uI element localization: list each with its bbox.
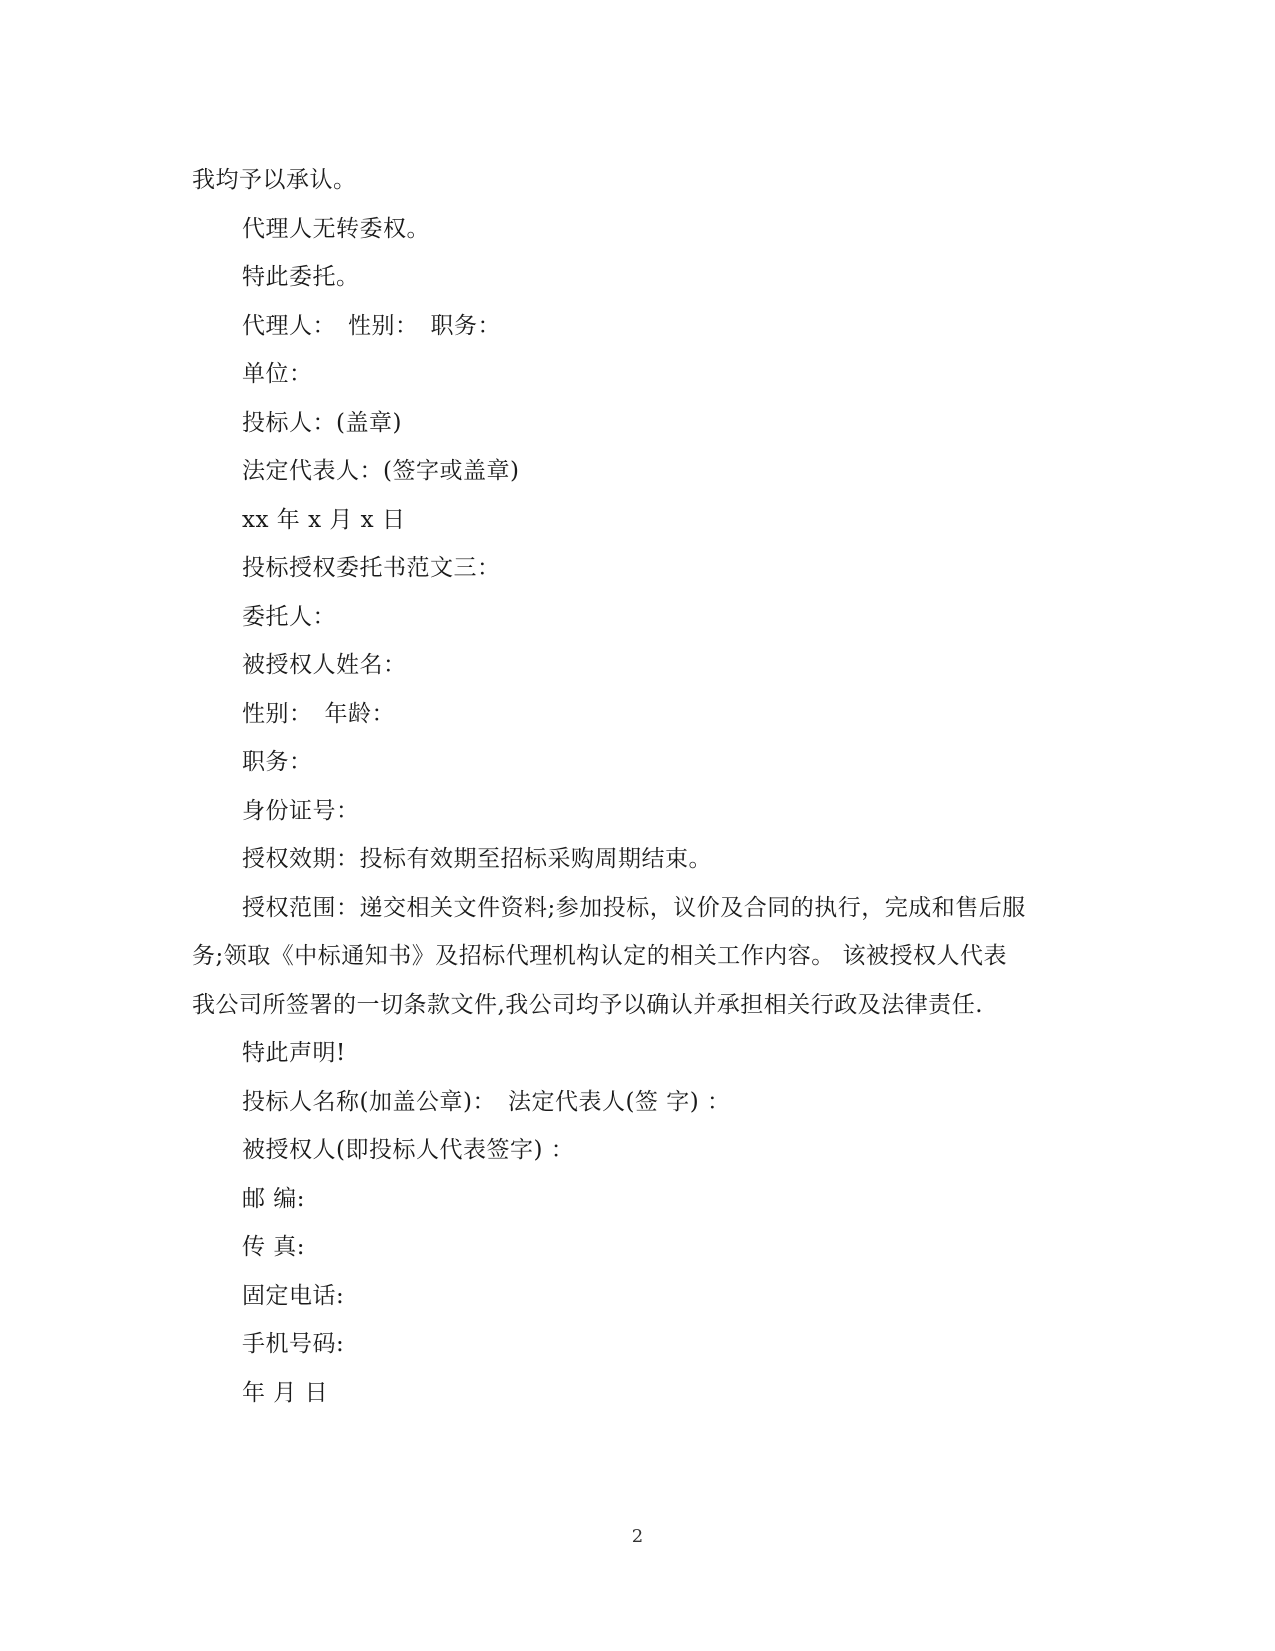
paragraph-line: 我公司所签署的一切条款文件,我公司均予以确认并承担相关行政及法律责任. xyxy=(192,991,984,1018)
text-line: 被授权人(即投标人代表签字) ： xyxy=(242,1137,575,1163)
section-heading: 投标授权委托书范文三： xyxy=(242,555,501,581)
paragraph-line: 务;领取《中标通知书》及招标代理机构认定的相关工作内容。 该被授权人代表 xyxy=(192,943,1008,969)
text-line: 传 真: xyxy=(242,1234,306,1260)
text-line: 我均予以承认。 xyxy=(192,167,357,193)
text-line: 性别： 年龄： xyxy=(242,700,395,727)
paragraph-line: 授权范围：递交相关文件资料;参加投标，议价及合同的执行，完成和售后服 xyxy=(242,894,1026,921)
text-line: 委托人： xyxy=(242,603,336,630)
text-line: 手机号码: xyxy=(242,1331,345,1357)
text-line: 被授权人姓名： xyxy=(242,652,407,678)
text-line: 投标人名称(加盖公章)： 法定代表人(签 字) ： xyxy=(242,1088,731,1115)
text-line: 代理人无转委权。 xyxy=(242,215,430,242)
text-line: 投标人：(盖章) xyxy=(242,409,402,436)
text-line: 单位： xyxy=(242,361,313,387)
document-body xyxy=(192,156,1087,1417)
date-line: 年 月 日 xyxy=(242,1379,329,1406)
text-line: 职务： xyxy=(242,749,313,775)
text-line: 法定代表人：(签字或盖章) xyxy=(242,458,520,484)
date-line: xx 年 x 月 x 日 xyxy=(242,506,406,533)
text-line: 特此声明! xyxy=(242,1040,346,1066)
text-line: 特此委托。 xyxy=(242,264,360,290)
text-line: 代理人： 性别： 职务： xyxy=(242,312,501,339)
text-line: 邮 编: xyxy=(242,1185,306,1212)
text-line: 固定电话: xyxy=(242,1282,345,1309)
text-line: 身份证号： xyxy=(242,797,360,824)
page-number: 2 xyxy=(631,1526,644,1547)
text-line: 授权效期：投标有效期至招标采购周期结束。 xyxy=(242,846,712,872)
